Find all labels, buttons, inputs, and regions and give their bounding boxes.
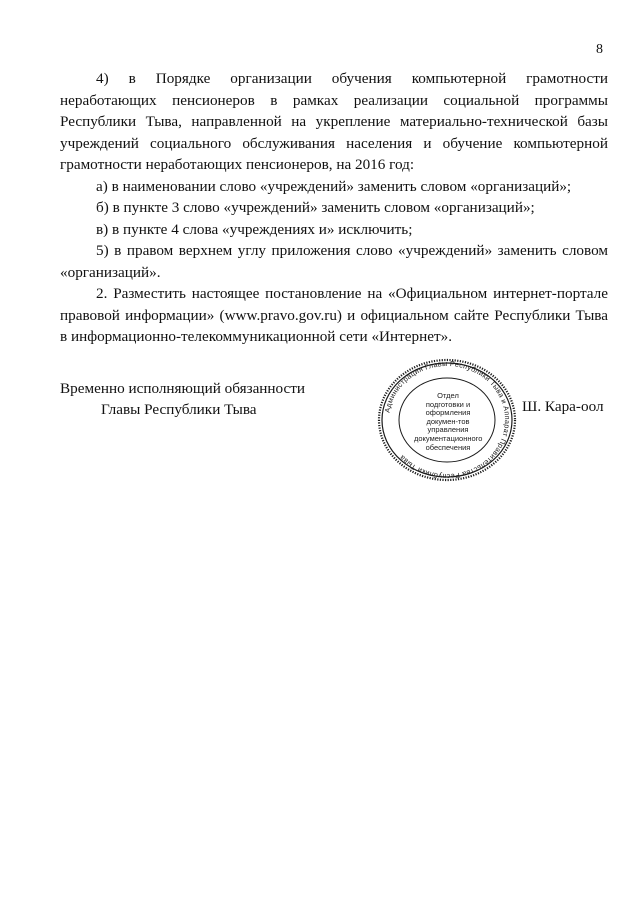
official-stamp	[372, 358, 522, 483]
signer-name: Ш. Кара-оол	[522, 398, 604, 415]
stamp-line: Отдел	[437, 391, 459, 400]
signer-title	[60, 378, 320, 420]
paragraph-item-5: 5) в правом верхнем углу приложения слово «учреждений» заменить словом «организаций».	[60, 242, 608, 281]
paragraph-subitem-v: в) в пункте 4 слова «учреждениях и» исключить;	[96, 220, 413, 238]
stamp-center-text	[414, 392, 482, 452]
stamp-line: подготовки и	[425, 399, 471, 409]
paragraph-item-4: 4) в Порядке организации обучения компьютерной грамотности неработающих пенсионеров в рамках реализации социальной программы Республики Тыва, направленной на укрепление материально-технической базы учреждений социального обслуживания населения и обучение компьютерной грамотности неработающих пенсионеров, на 2016 год:	[60, 70, 608, 173]
document-body	[60, 68, 608, 348]
stamp-line: обеспечения	[425, 442, 471, 452]
stamp-ring-text: Администрация Главы Республики Тыва и Аппарат Правительства Республики Тыва	[382, 358, 513, 482]
stamp-line: оформления докумен-тов	[425, 408, 471, 426]
stamp-line: управления	[427, 425, 469, 435]
signer-title-line1: Временно исполняющий обязанности	[60, 380, 306, 397]
paragraph-subitem-a: а) в наименовании слово «учреждений» заменить словом «организаций»;	[96, 177, 572, 195]
signature-block	[60, 358, 620, 498]
signer-title-line2: Главы Республики Тыва	[101, 401, 257, 418]
paragraph-point-2: 2. Разместить настоящее постановление на «Официальном интернет-портале правовой информации» (www.pravo.gov.ru) и официальном сайте Республики Тыва в информационно-телекоммуникационной сети «Интернет».	[60, 285, 608, 345]
stamp-line: документационного	[414, 433, 483, 443]
page-number: 8	[596, 42, 603, 57]
paragraph-subitem-b: б) в пункте 3 слово «учреждений» заменить словом «организаций»;	[96, 199, 535, 216]
